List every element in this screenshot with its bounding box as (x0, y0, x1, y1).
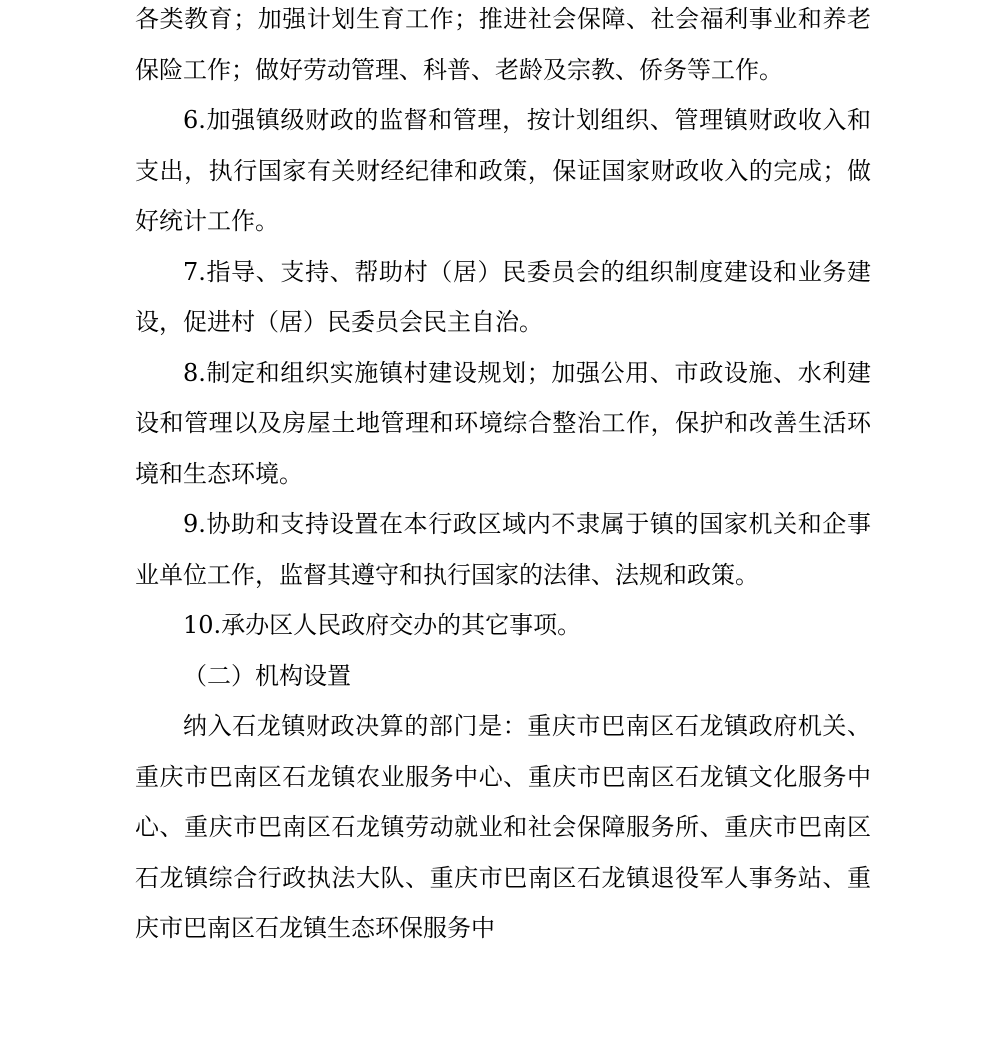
paragraph-duty-10: 10.承办区人民政府交办的其它事项。 (183, 611, 582, 639)
paragraph-duties-5-continued: 各类教育；加强计划生育工作；推进社会保障、社会福利事业和养老保险工作；做好劳动管理、科普、老龄及宗教、侨务等工作。 (135, 5, 871, 84)
paragraph-organization: 纳入石龙镇财政决算的部门是：重庆市巴南区石龙镇政府机关、重庆市巴南区石龙镇农业服务中心、重庆市巴南区石龙镇文化服务中心、重庆市巴南区石龙镇劳动就业和社会保障服务所、重庆市巴南区石龙镇综合行政执法大队、重庆市巴南区石龙镇退役军人事务站、重庆市巴南区石龙镇生态环保服务中 (135, 712, 871, 942)
paragraph-duty-8: 8.制定和组织实施镇村建设规划；加强公用、市政设施、水利建设和管理以及房屋土地管理和环境综合整治工作，保护和改善生活环境和生态环境。 (135, 358, 871, 488)
document-body (135, 0, 871, 954)
section-heading: （二）机构设置 (183, 661, 351, 690)
paragraph-duty-9: 9.协助和支持设置在本行政区域内不隶属于镇的国家机关和企事业单位工作，监督其遵守和执行国家的法律、法规和政策。 (135, 510, 871, 589)
paragraph-duty-7: 7.指导、支持、帮助村（居）民委员会的组织制度建设和业务建设，促进村（居）民委员会民主自治。 (135, 257, 871, 336)
paragraph-duty-6: 6.加强镇级财政的监督和管理，按计划组织、管理镇财政收入和支出，执行国家有关财经纪律和政策，保证国家财政收入的完成；做好统计工作。 (135, 106, 871, 235)
